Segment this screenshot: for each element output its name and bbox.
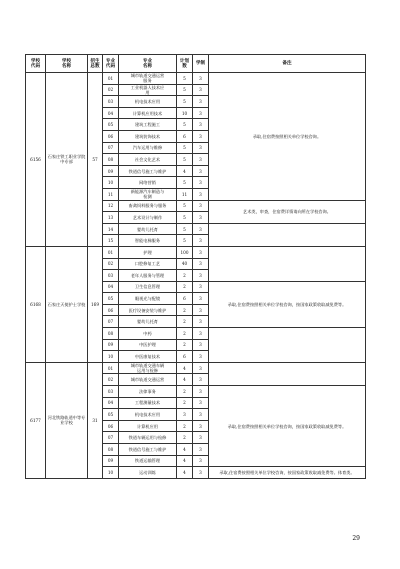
major-length: 3 (193, 386, 209, 398)
major-name: 眼视光与配镜 (119, 293, 177, 305)
remark-cell: 录取,住宿费按照相关单位学校咨询，按国家政策收取减免费等。 (209, 281, 366, 327)
major-code: 02 (103, 258, 119, 270)
major-name: 工业机器人技术应 用 (119, 84, 177, 96)
major-name: 新能源汽车制造与 检测 (119, 188, 177, 200)
major-name: 计算机应用技术 (119, 107, 177, 119)
major-name: 建筑工程施工 (119, 119, 177, 131)
major-name: 铁道运输管理 (119, 455, 177, 467)
major-code: 07 (103, 316, 119, 328)
major-length: 3 (193, 362, 209, 374)
school-code: 6156 (26, 73, 46, 247)
header-major-code: 专业 代码 (103, 55, 119, 73)
major-length: 3 (193, 119, 209, 131)
major-code: 07 (103, 142, 119, 154)
header-total: 招生 总数 (88, 55, 103, 73)
major-length: 3 (193, 212, 209, 224)
major-length: 3 (193, 397, 209, 409)
header-remark: 备注 (209, 55, 366, 73)
major-plan: 5 (177, 235, 193, 247)
major-name: 口腔修复工艺 (119, 258, 177, 270)
major-code: 08 (103, 154, 119, 166)
major-plan: 5 (177, 212, 193, 224)
major-length: 3 (193, 455, 209, 467)
major-plan: 2 (177, 281, 193, 293)
major-plan: 5 (177, 142, 193, 154)
major-plan: 4 (177, 444, 193, 456)
major-length: 3 (193, 293, 209, 305)
major-length: 3 (193, 374, 209, 386)
admission-table (25, 54, 366, 479)
major-length: 3 (193, 188, 209, 200)
major-plan: 3 (177, 409, 193, 421)
major-plan: 2 (177, 397, 193, 409)
major-code: 09 (103, 339, 119, 351)
major-code: 14 (103, 223, 119, 235)
major-name: 畜禽饲料服务与服务 (119, 200, 177, 212)
major-code: 05 (103, 293, 119, 305)
header-row (26, 55, 366, 73)
school-name: 石家庄铁工职业学院 中专部 (46, 73, 88, 247)
major-plan: 5 (177, 73, 193, 85)
remark-cell: 艺术类，审查，住宿费详情请向所在学校咨询。 (209, 200, 366, 223)
major-length: 3 (193, 467, 209, 479)
major-code: 01 (103, 246, 119, 258)
major-name: 铁道信号施工与维护 (119, 444, 177, 456)
major-name: 中医康复技术 (119, 351, 177, 363)
major-code: 07 (103, 432, 119, 444)
major-code: 08 (103, 328, 119, 340)
major-length: 3 (193, 73, 209, 85)
major-code: 10 (103, 467, 119, 479)
header-school-name: 学校 名称 (46, 55, 88, 73)
major-plan: 2 (177, 386, 193, 398)
major-name: 机电技术应用 (119, 96, 177, 108)
school-total: 31 (88, 362, 103, 478)
major-plan: 40 (177, 258, 193, 270)
major-code: 01 (103, 73, 119, 85)
remark-cell (209, 223, 366, 246)
major-name: 网络营销 (119, 177, 177, 189)
header-length: 学制 (193, 55, 209, 73)
major-length: 3 (193, 235, 209, 247)
major-length: 3 (193, 177, 209, 189)
major-name: 婴幼儿托育 (119, 316, 177, 328)
major-plan: 11 (177, 188, 193, 200)
major-name: 城市轨道交通运营 (119, 374, 177, 386)
major-length: 3 (193, 351, 209, 363)
major-length: 3 (193, 420, 209, 432)
remark-cell: 录取,住宿费按照相关单位学校咨询，按国家政策收取减免费等。体育类。 (209, 467, 366, 479)
major-name: 法律事务 (119, 386, 177, 398)
major-code: 08 (103, 444, 119, 456)
remark-cell (209, 362, 366, 385)
major-length: 3 (193, 328, 209, 340)
major-name: 护理 (119, 246, 177, 258)
major-code: 06 (103, 304, 119, 316)
major-length: 3 (193, 154, 209, 166)
major-length: 3 (193, 223, 209, 235)
major-name: 工程测量技术 (119, 397, 177, 409)
header-plan: 计划 数 (177, 55, 193, 73)
major-length: 3 (193, 142, 209, 154)
major-plan: 5 (177, 154, 193, 166)
major-plan: 5 (177, 84, 193, 96)
major-code: 09 (103, 165, 119, 177)
major-plan: 6 (177, 293, 193, 305)
major-name: 城市轨道交通运营 服务 (119, 73, 177, 85)
major-length: 3 (193, 409, 209, 421)
major-code: 13 (103, 212, 119, 224)
major-length: 3 (193, 84, 209, 96)
major-plan: 5 (177, 177, 193, 189)
major-length: 3 (193, 107, 209, 119)
table-row (26, 246, 366, 258)
major-plan: 4 (177, 467, 193, 479)
school-total: 57 (88, 73, 103, 247)
major-name: 婴幼儿托育 (119, 223, 177, 235)
major-plan: 2 (177, 270, 193, 282)
major-code: 09 (103, 455, 119, 467)
major-plan: 100 (177, 246, 193, 258)
major-name: 老年人服务与管理 (119, 270, 177, 282)
major-plan: 5 (177, 119, 193, 131)
major-code: 04 (103, 107, 119, 119)
remark-cell: 录取,住宿费按照相关单位学校咨询。 (209, 73, 366, 201)
major-code: 04 (103, 397, 119, 409)
major-plan: 2 (177, 304, 193, 316)
major-length: 3 (193, 444, 209, 456)
major-plan: 5 (177, 96, 193, 108)
major-code: 06 (103, 130, 119, 142)
major-length: 3 (193, 130, 209, 142)
school-name: 石家庄天使护士学校 (46, 246, 88, 362)
major-plan: 4 (177, 374, 193, 386)
major-plan: 2 (177, 432, 193, 444)
major-name: 医疗设备安装与维护 (119, 304, 177, 316)
major-length: 3 (193, 270, 209, 282)
major-plan: 4 (177, 362, 193, 374)
major-code: 01 (103, 362, 119, 374)
page-number: 29 (352, 535, 360, 542)
school-name: 河北铁路轨道中等专 业学校 (46, 362, 88, 478)
major-length: 3 (193, 316, 209, 328)
major-length: 3 (193, 96, 209, 108)
major-name: 中医护理 (119, 339, 177, 351)
major-plan: 6 (177, 130, 193, 142)
major-plan: 10 (177, 107, 193, 119)
major-code: 05 (103, 119, 119, 131)
major-plan: 4 (177, 165, 193, 177)
major-plan: 2 (177, 339, 193, 351)
major-code: 10 (103, 351, 119, 363)
major-name: 铁道信号施工与维护 (119, 165, 177, 177)
major-code: 12 (103, 200, 119, 212)
major-plan: 2 (177, 420, 193, 432)
major-name: 汽车运用与维修 (119, 142, 177, 154)
major-name: 铁道车辆运用与检修 (119, 432, 177, 444)
major-plan: 4 (177, 455, 193, 467)
major-code: 04 (103, 281, 119, 293)
major-code: 03 (103, 386, 119, 398)
major-plan: 2 (177, 328, 193, 340)
major-code: 03 (103, 96, 119, 108)
major-length: 3 (193, 304, 209, 316)
major-plan: 6 (177, 351, 193, 363)
major-name: 社会文化艺术 (119, 154, 177, 166)
major-length: 3 (193, 165, 209, 177)
major-name: 卫生信息管理 (119, 281, 177, 293)
major-code: 03 (103, 270, 119, 282)
major-name: 中药 (119, 328, 177, 340)
school-total: 169 (88, 246, 103, 362)
remark-cell: 录取,住宿费按照相关单位学校咨询，按国家政策收取减免费等。 (209, 386, 366, 467)
major-length: 3 (193, 258, 209, 270)
major-plan: 2 (177, 316, 193, 328)
major-code: 02 (103, 84, 119, 96)
school-code: 6168 (26, 246, 46, 362)
major-code: 05 (103, 409, 119, 421)
major-length: 3 (193, 281, 209, 293)
table-row (26, 362, 366, 374)
major-length: 3 (193, 432, 209, 444)
table-row (26, 73, 366, 85)
school-code: 6177 (26, 362, 46, 478)
major-name: 机电技术应用 (119, 409, 177, 421)
major-length: 3 (193, 339, 209, 351)
major-plan: 5 (177, 223, 193, 235)
major-name: 计算机应用 (119, 420, 177, 432)
remark-cell (209, 246, 366, 281)
major-code: 10 (103, 177, 119, 189)
header-major-name: 专业 名称 (119, 55, 177, 73)
remark-cell (209, 328, 366, 363)
major-code: 02 (103, 374, 119, 386)
major-name: 艺术设计与制作 (119, 212, 177, 224)
major-name: 建筑装饰技术 (119, 130, 177, 142)
header-school-code: 学校 代码 (26, 55, 46, 73)
major-code: 11 (103, 188, 119, 200)
major-name: 智能电梯服务 (119, 235, 177, 247)
major-code: 06 (103, 420, 119, 432)
major-name: 城市轨道交通车辆 运用与检修 (119, 362, 177, 374)
major-plan: 5 (177, 200, 193, 212)
major-code: 15 (103, 235, 119, 247)
major-name: 运动训练 (119, 467, 177, 479)
major-length: 3 (193, 200, 209, 212)
major-length: 3 (193, 246, 209, 258)
